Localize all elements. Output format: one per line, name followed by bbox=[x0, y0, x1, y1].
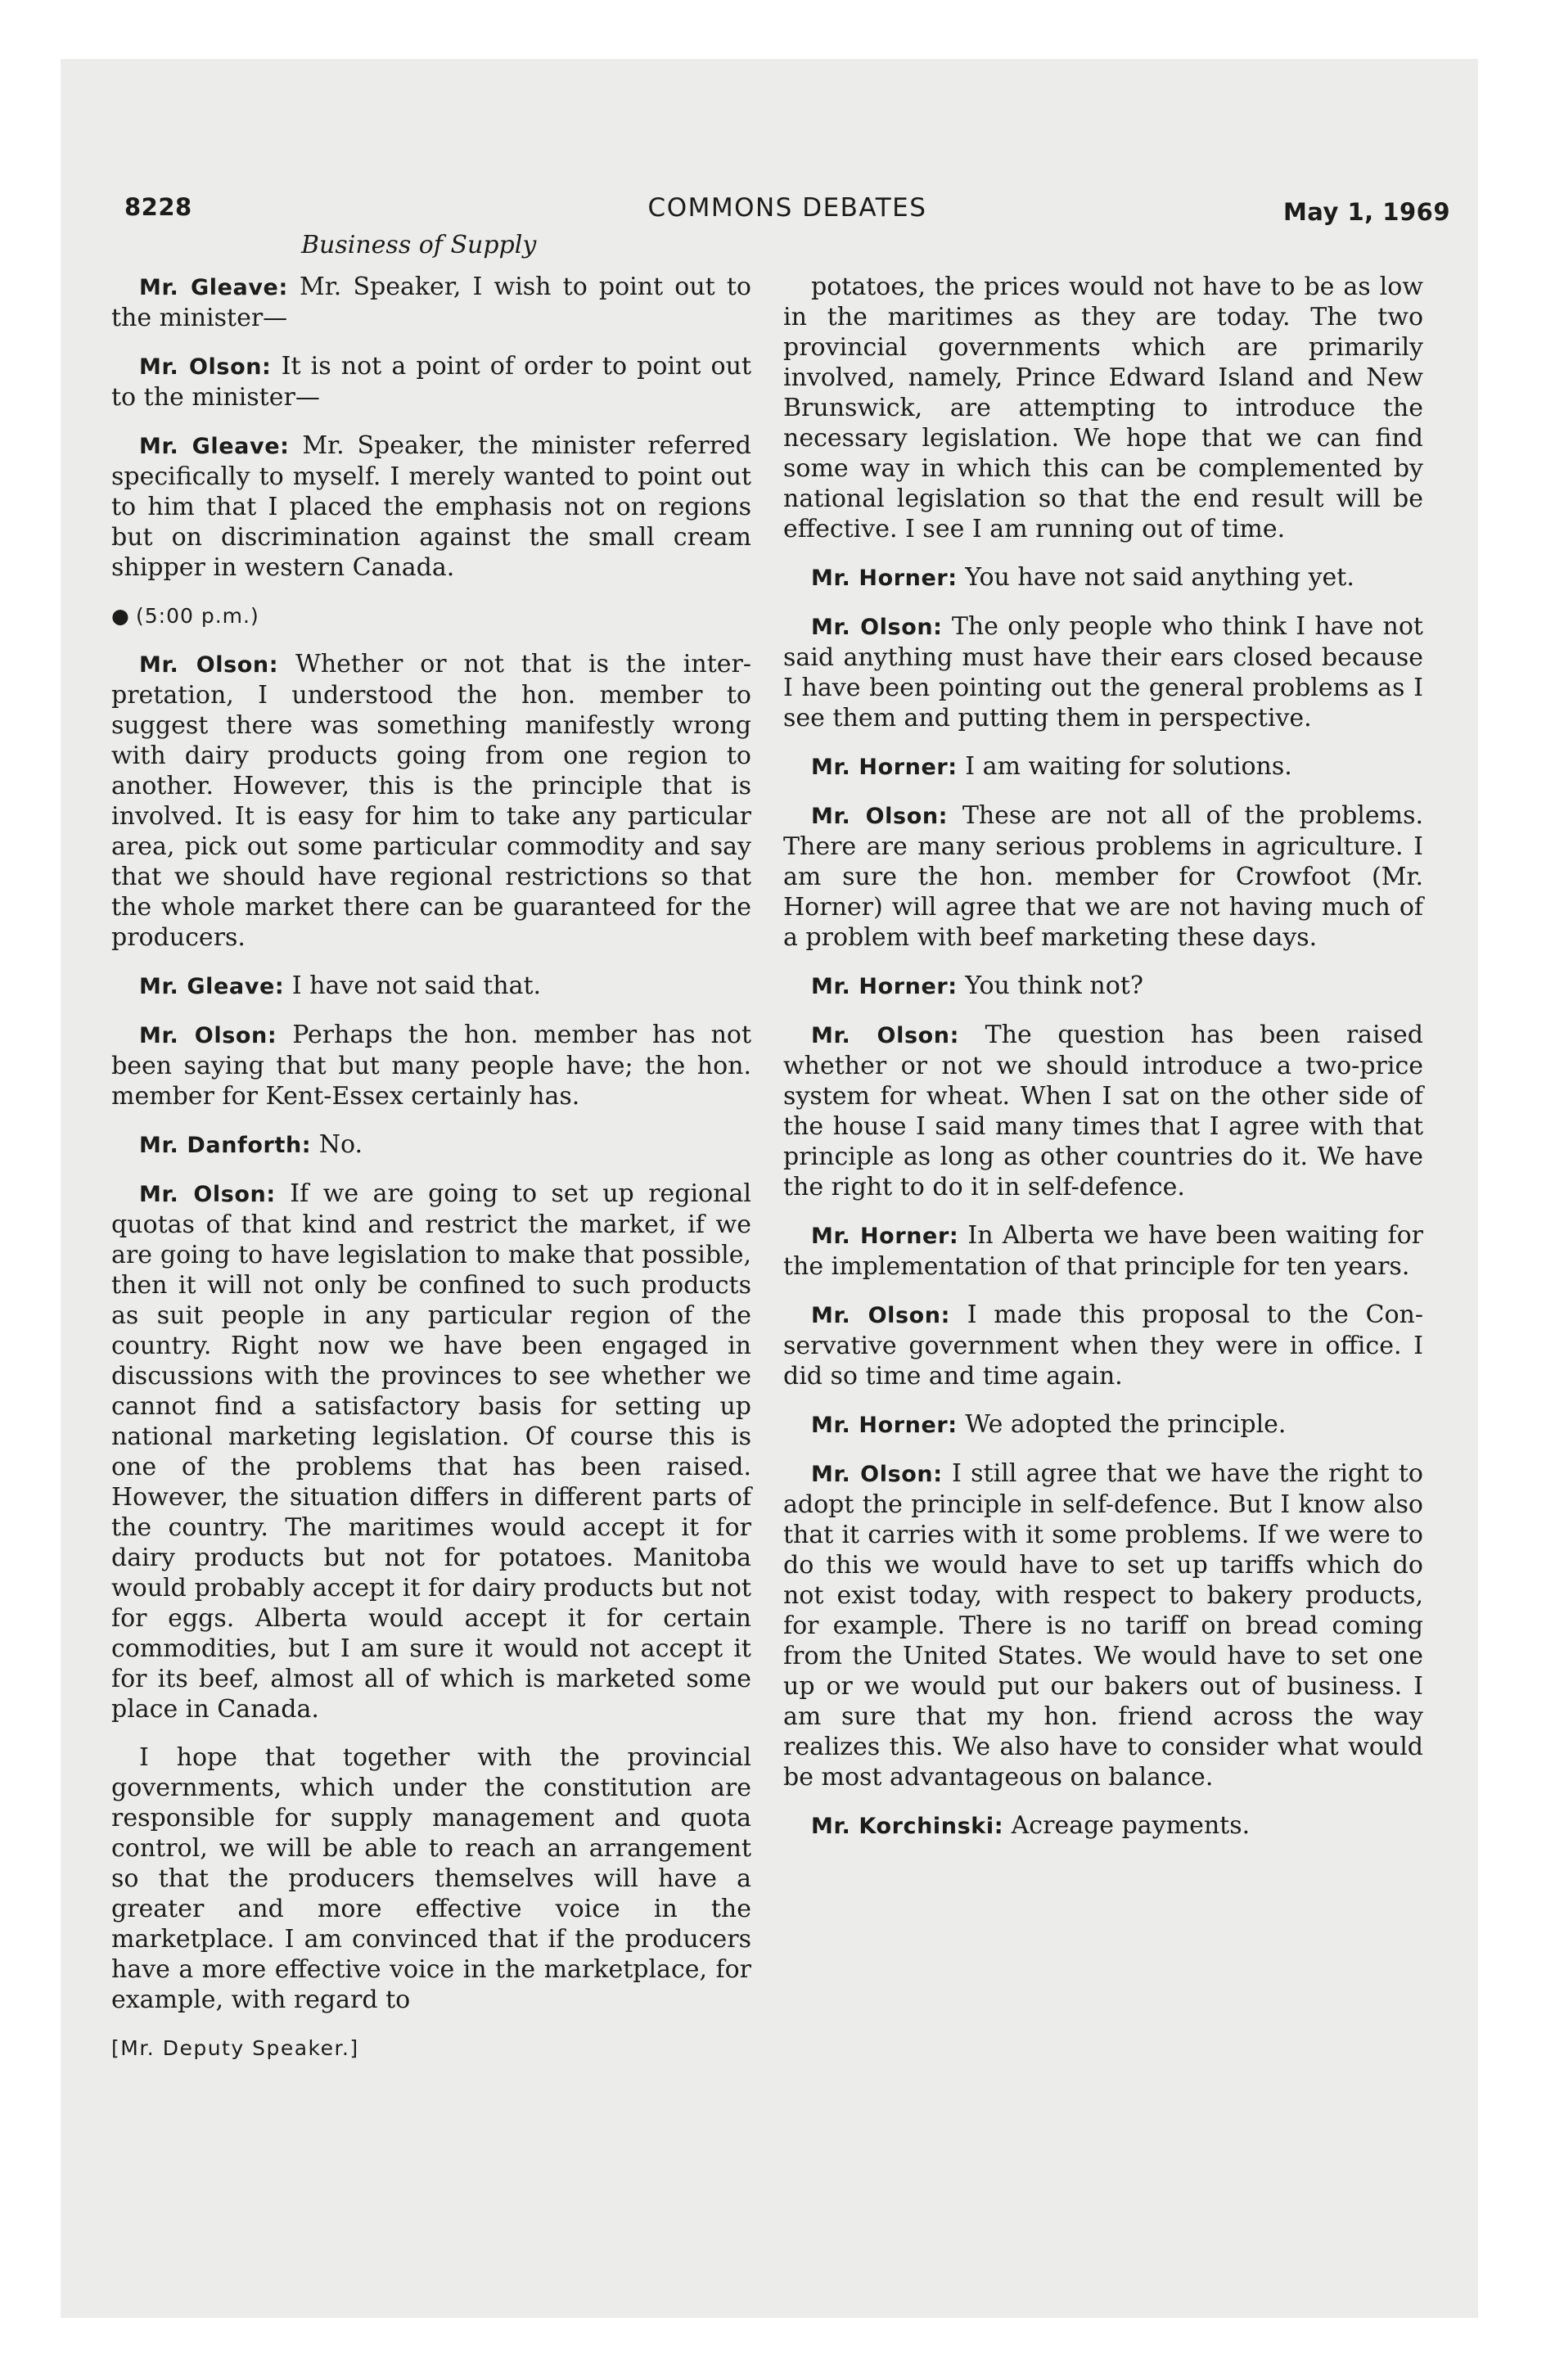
speech-text: Mr. Speaker, I wish to point out to the minister— bbox=[111, 273, 751, 332]
speech-text: You have not said anything yet. bbox=[965, 563, 1354, 592]
speaker-name: Mr. Horner: bbox=[811, 566, 958, 591]
speech-text: These are not all of the problems. There are many serious problems in agriculture. I am sure the hon. member for Crowfoot (Mr. Horner) will agree that we are not having much of a problem with beef marketing these days. bbox=[783, 801, 1423, 952]
paragraph bbox=[111, 1742, 751, 2015]
speech-paragraph bbox=[111, 649, 751, 953]
speaker-name: Mr. Olson: bbox=[139, 1023, 277, 1048]
speaker-name: Mr. Horner: bbox=[811, 755, 958, 780]
speaker-name: Mr. Gleave: bbox=[139, 275, 288, 300]
speech-text: I still agree that we have the right to adopt the principle in self-defence. But I know also that it carries with it some problems. If we were to do this we would have to set up tariffs which do not exist today, with respect to bakery products, for example. There is no tariff on bread coming from the United States. We would have to set one up or we would put our bakers out of business. I am sure that my hon. friend across the way realizes this. We also have to consider what would be most advantageous on balance. bbox=[783, 1459, 1423, 1792]
speech-paragraph bbox=[111, 971, 751, 1002]
speech-paragraph bbox=[783, 1300, 1423, 1391]
speaker-name: Mr. Olson: bbox=[811, 804, 949, 829]
timestamp: (5:00 p.m.) bbox=[136, 604, 259, 628]
speaker-name: Mr. Korchinski: bbox=[811, 1814, 1004, 1839]
left-column bbox=[111, 272, 751, 2081]
speaker-name: Mr. Olson: bbox=[811, 615, 943, 640]
paragraph bbox=[783, 272, 1423, 544]
right-column bbox=[783, 272, 1423, 1859]
speaker-name: Mr. Olson: bbox=[811, 1303, 951, 1328]
speech-text: I hope that together with the provincial governments, which under the constitution are responsible for supply management and quota control, we will be able to reach an arrangement so that the producers themselves will have a greater and more effective voice in the marketplace. I am convinced that if the producers have a more effective voice in the marketplace, for example, with regard to bbox=[111, 1743, 751, 2014]
speech-paragraph bbox=[111, 1129, 751, 1161]
speech-text: No. bbox=[318, 1130, 363, 1159]
speech-text: I made this proposal to the Conservative government when they were in office. I did so time and time again. bbox=[783, 1300, 1423, 1391]
speech-paragraph bbox=[783, 611, 1423, 733]
speech-paragraph bbox=[783, 562, 1423, 593]
speaker-name: Mr. Horner: bbox=[811, 974, 958, 999]
speech-text: The question has been raised whether or not we should introduce a two-price system for wheat. When I sat on the other side of the house I said many times that I agree with that principle as long as other countries do it. We have the right to do it in self-defence. bbox=[783, 1021, 1423, 1201]
speech-text: potatoes, the prices would not have to be as low in the maritimes as they are today. The two provincial governments which are primarily involved, namely, Prince Edward Island and New Brunswick, are attempting to introduce the necessary legislation. We hope that we can find some way in which this can be complemented by national legislation so that the end result will be effective. I see I am running out of time. bbox=[783, 273, 1423, 543]
speech-paragraph bbox=[783, 1458, 1423, 1792]
speech-paragraph bbox=[783, 1020, 1423, 1202]
speaker-name: Mr. Olson: bbox=[139, 1182, 276, 1207]
speaker-name: Mr. Olson: bbox=[811, 1023, 959, 1048]
publication-title: COMMONS DEBATES bbox=[647, 193, 927, 223]
speech-paragraph bbox=[111, 430, 751, 583]
speaker-name: Mr. Horner: bbox=[811, 1413, 958, 1438]
speech-paragraph bbox=[783, 1220, 1423, 1282]
section-subheading: Business of Supply bbox=[301, 231, 537, 259]
speech-text: I am waiting for solutions. bbox=[965, 752, 1292, 781]
speech-paragraph bbox=[783, 1810, 1423, 1841]
speaker-name: Mr. Olson: bbox=[139, 652, 279, 678]
speech-paragraph bbox=[783, 971, 1423, 1002]
speech-paragraph bbox=[783, 800, 1423, 953]
speaker-name: Mr. Olson: bbox=[139, 354, 272, 380]
speech-paragraph bbox=[111, 1020, 751, 1111]
speaker-name: Mr. Gleave: bbox=[139, 974, 285, 999]
issue-date: May 1, 1969 bbox=[1282, 198, 1450, 226]
speech-text: Perhaps the hon. member has not been saying that but many people have; the hon. member for Kent-Essex certainly has. bbox=[111, 1021, 752, 1111]
bullet-icon: ● bbox=[111, 604, 130, 628]
speaker-name: Mr. Olson: bbox=[811, 1462, 943, 1487]
speech-text: If we are going to set up regional quotas of that kind and restrict the market, if we are going to have legislation to make that possible, then it will not only be confined to such products as suit people in any particular region of the country. Right now we have been engaged in discussions with the provinces to see whether we cannot find a satisfactory basis for setting up national marketing legislation. Of course this is one of the problems that has been raised. However, the situation differs in different parts of the country. The maritimes would accept it for dairy products but not for potatoes. Manitoba would probably accept it for dairy products but not for eggs. Alberta would accept it for certain commodities, but I am sure it would not accept it for its beef, almost all of which is marketed some place in Canada. bbox=[111, 1179, 751, 1724]
page-number: 8228 bbox=[124, 193, 192, 221]
speech-text: In Alberta we have been waiting for the implementation of that principle for ten years. bbox=[783, 1221, 1423, 1281]
speech-paragraph bbox=[111, 1179, 751, 1724]
speech-text: Acreage payments. bbox=[1011, 1811, 1251, 1840]
speech-text: The only people who think I have not said anything must have their ears closed because I have been pointing out the general problems as I see them and putting them in perspective. bbox=[783, 612, 1423, 732]
speech-paragraph bbox=[783, 751, 1423, 782]
speaker-name: Mr. Danforth: bbox=[139, 1133, 312, 1158]
speech-text: I have not said that. bbox=[291, 971, 542, 1000]
speech-paragraph bbox=[111, 272, 751, 333]
speech-text: You think not? bbox=[965, 971, 1143, 1000]
speech-text: Mr. Speaker, the minister referred specifically to myself. I merely wanted to point out to him that I placed the emphasis not on regions but on discrimination against the small cream shipper in western Canada. bbox=[111, 431, 751, 582]
speech-text: We adopted the principle. bbox=[965, 1410, 1287, 1439]
speech-paragraph bbox=[783, 1409, 1423, 1440]
speech-text: It is not a point of order to point out to the minister— bbox=[111, 352, 751, 412]
time-marker bbox=[111, 601, 751, 631]
footer-note: [Mr. Deputy Speaker.] bbox=[111, 2036, 359, 2060]
speech-text: Whether or not that is the interpretation, I understood the hon. member to suggest there was something manifestly wrong with dairy products going from one region to another. However, this is the principle that is involved. It is easy for him to take any particular area, pick out some particular commodity and say that we should have regional restrictions so that the whole market there can be guaranteed for the producers. bbox=[111, 650, 751, 952]
speaker-name: Mr. Gleave: bbox=[139, 434, 290, 459]
speech-paragraph bbox=[111, 351, 751, 412]
speaker-name: Mr. Horner: bbox=[811, 1224, 959, 1249]
page-header bbox=[124, 193, 1450, 231]
